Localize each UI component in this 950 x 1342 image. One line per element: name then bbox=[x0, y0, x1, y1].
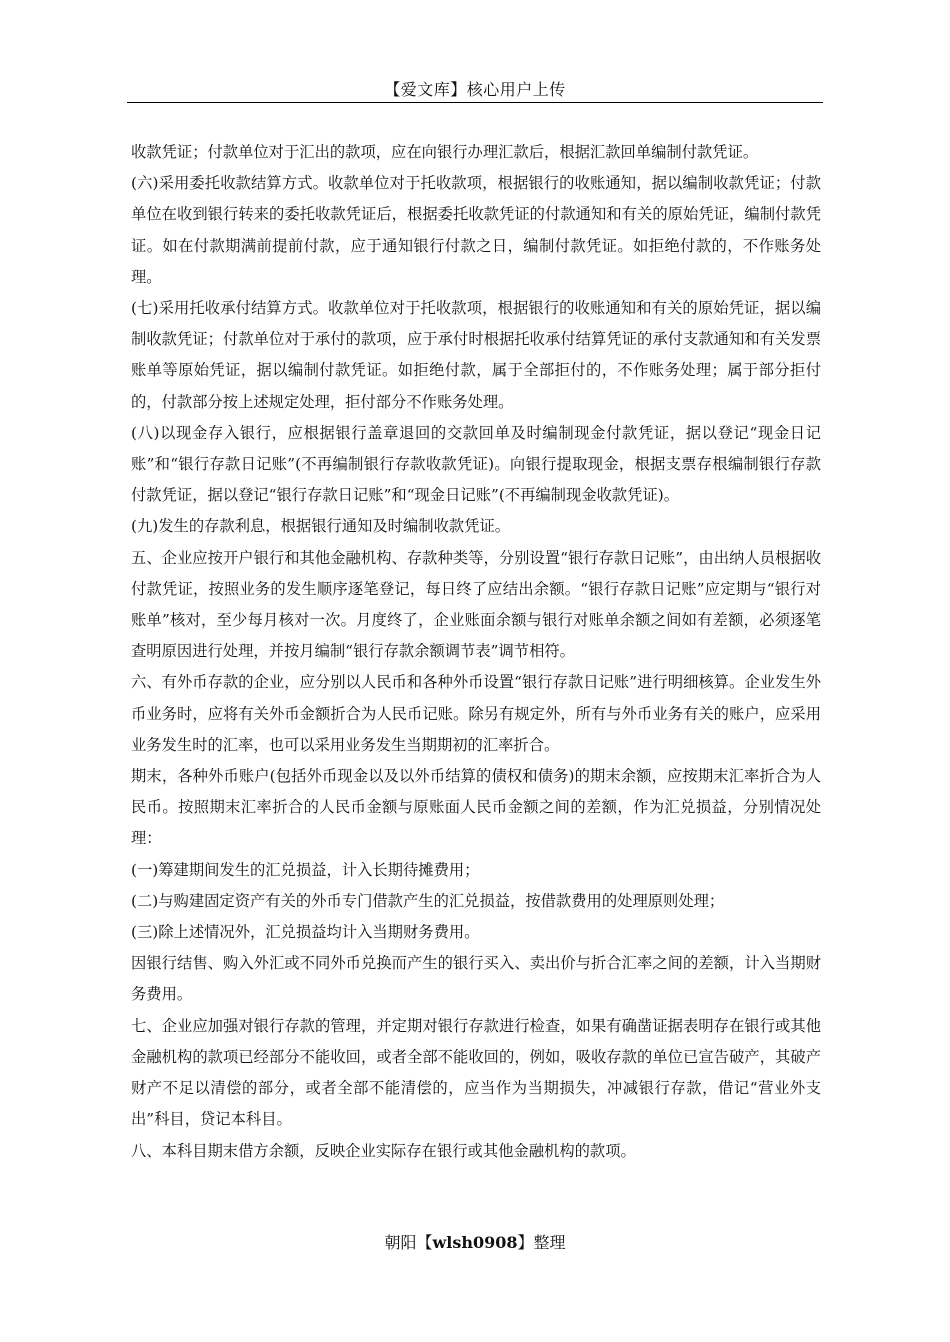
page-footer bbox=[0, 1232, 950, 1254]
paragraph-exchange-difference: 因银行结售、购入外汇或不同外币兑换而产生的银行买入、卖出价与折合汇率之间的差额，计入当期财务费用。 bbox=[131, 954, 821, 1004]
footer-user: wlsh0908 bbox=[432, 1233, 518, 1252]
paragraph-cash-deposit: (八)以现金存入银行，应根据银行盖章退回的交款回单及时编制现金付款凭证，据以登记“现金日记账”和“银行存款日记账”(不再编制银行存款收款凭证)。向银行提取现金，根据支票存根编制银行存款付款凭证，据以登记“银行存款日记账”和“现金日记账”(不再编制现金收款凭证)。 bbox=[131, 423, 821, 505]
paragraph-entrusted-collection: (六)采用委托收款结算方式。收款单位对于托收款项，根据银行的收账通知，据以编制收款凭证；付款单位在收到银行转来的委托收款凭证后，根据委托收款凭证的付款通知和有关的原始凭证，编制付款凭证。如在付款期满前提前付款，应于通知银行付款之日，编制付款凭证。如拒绝付款的，不作账务处理。 bbox=[131, 174, 821, 286]
footer-suffix: 】整理 bbox=[517, 1233, 566, 1252]
paragraph-period-end: 期末，各种外币账户(包括外币现金以及以外币结算的债权和债务)的期末余额，应按期末汇率折合为人民币。按照期末汇率折合的人民币金额与原账面人民币金额之间的差额，作为汇兑损益，分别情况处理： bbox=[131, 767, 821, 848]
paragraph-item-one: (一)筹建期间发生的汇兑损益，计入长期待摊费用； bbox=[131, 860, 480, 879]
paragraph-item-two: (二)与购建固定资产有关的外币专门借款产生的汇兑损益，按借款费用的处理原则处理； bbox=[131, 891, 725, 910]
paragraph-section-six: 六、有外币存款的企业，应分别以人民币和各种外币设置“银行存款日记账”进行明细核算。企业发生外币业务时，应将有关外币金额折合为人民币记账。除另有规定外，所有与外币业务有关的账户，应采用业务发生时的汇率，也可以采用业务发生当期期初的汇率折合。 bbox=[131, 673, 821, 754]
paragraph-collection-acceptance: (七)采用托收承付结算方式。收款单位对于托收款项，根据银行的收账通知和有关的原始凭证，据以编制收款凭证；付款单位对于承付的款项，应于承付时根据托收承付结算凭证的承付支款通知和有关发票账单等原始凭证，据以编制付款凭证。如拒绝付款，属于全部拒付的，不作账务处理；属于部分拒付的，付款部分按上述规定处理，拒付部分不作账务处理。 bbox=[131, 299, 821, 411]
document-body bbox=[131, 137, 821, 1167]
header-title: 【爱文库】核心用户上传 bbox=[384, 80, 566, 99]
paragraph-deposit-interest: (九)发生的存款利息，根据银行通知及时编制收款凭证。 bbox=[131, 517, 511, 536]
paragraph-section-eight: 八、本科目期末借方余额，反映企业实际存在银行或其他金融机构的款项。 bbox=[131, 1141, 636, 1160]
paragraph-section-seven: 七、企业应加强对银行存款的管理，并定期对银行存款进行检查，如果有确凿证据表明存在银行或其他金融机构的款项已经部分不能收回，或者全部不能收回的，例如，吸收存款的单位已宣告破产，其破产财产不足以清偿的部分，或者全部不能清偿的，应当作为当期损失，冲减银行存款，借记“营业外支出”科目，贷记本科目。 bbox=[131, 1016, 821, 1129]
paragraph-section-five: 五、企业应按开户银行和其他金融机构、存款种类等，分别设置“银行存款日记账”，由出纳人员根据收付款凭证，按照业务的发生顺序逐笔登记，每日终了应结出余额。“银行存款日记账”应定期与“银行对账单”核对，至少每月核对一次。月度终了，企业账面余额与银行对账单余额之间如有差额，必须逐笔查明原因进行处理，并按月编制“银行存款余额调节表”调节相符。 bbox=[131, 548, 821, 661]
paragraph-receipt-voucher: 收款凭证；付款单位对于汇出的款项，应在向银行办理汇款后，根据汇款回单编制付款凭证。 bbox=[131, 143, 759, 161]
page-header bbox=[127, 78, 823, 103]
footer-prefix: 朝阳【 bbox=[384, 1233, 433, 1252]
paragraph-item-three: (三)除上述情况外，汇兑损益均计入当期财务费用。 bbox=[131, 923, 480, 942]
